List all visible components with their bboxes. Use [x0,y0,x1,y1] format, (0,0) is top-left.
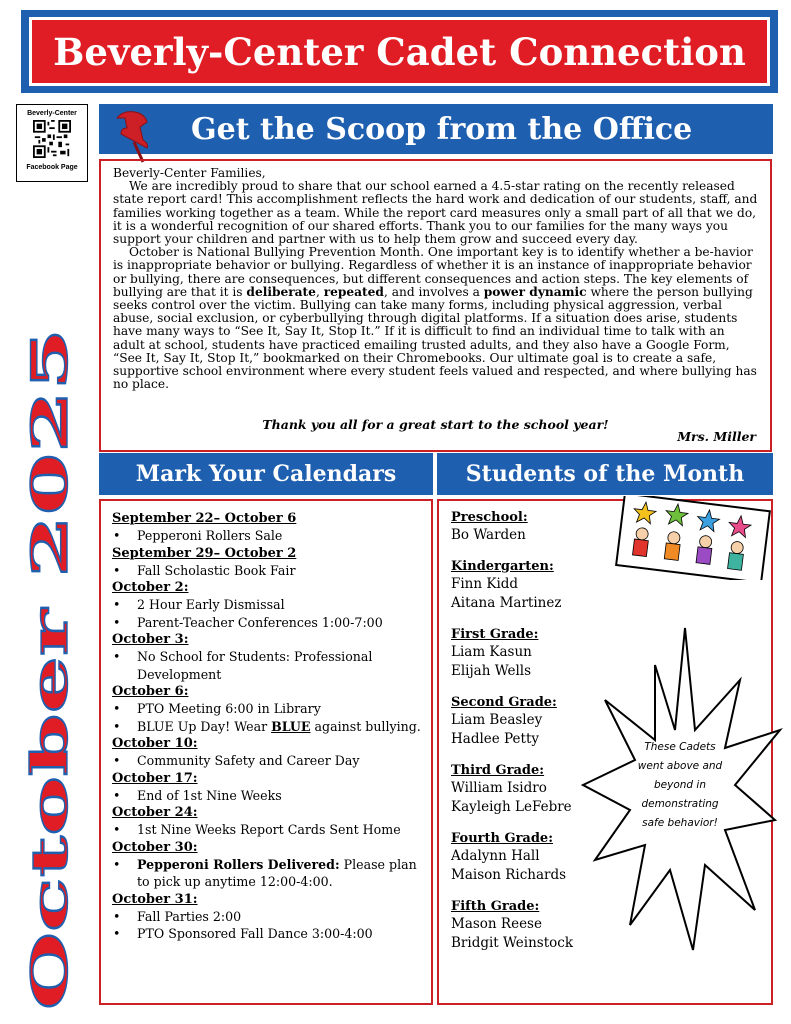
student-name: Elijah Wells [451,663,532,679]
grade-label: Preschool: [451,510,528,525]
grade-label: Fifth Grade: [451,898,540,914]
burst-line: beyond in [654,779,706,791]
calendar-item: • No School for Students: Professional Development [112,648,421,683]
deliberate-emphasis: deliberate [246,284,316,299]
calendar-item: • End of 1st Nine Weeks [112,787,421,805]
masthead [29,17,770,86]
newsletter-title: Beverly-Center Cadet Connection [53,29,746,74]
letter-thanks: Thank you all for a great start to the school year! [262,417,609,432]
qr-bottom-label: Facebook Page [26,164,78,171]
calendar-item: • Pepperoni Rollers Sale [112,527,421,545]
facebook-qr-box[interactable] [16,104,88,182]
calendar-box [99,499,433,1005]
grade-label: First Grade: [451,626,539,642]
kids-with-stars-image [612,496,772,580]
grade-label: Third Grade: [451,762,545,778]
students-header [437,453,773,495]
student-name: Maison Richards [451,867,567,883]
burst-line: safe behavior! [642,817,718,829]
calendar-date: October 3: [112,632,189,647]
student-name: William Isidro [451,779,547,796]
students-title: Students of the Month [465,461,745,487]
calendar-item: • PTO Sponsored Fall Dance 3:00-4:00 [112,925,421,943]
grade-label: Fourth Grade: [451,830,554,846]
grade-label: Second Grade: [451,694,557,710]
calendar-item: • Fall Parties 2:00 [112,908,421,926]
grade-label: Kindergarten: [451,558,554,574]
calendar-item: • PTO Meeting 6:00 in Library [112,700,421,718]
calendar-date: October 31: [112,891,198,907]
calendar-date: October 6: [112,684,189,699]
starburst-text [618,738,742,833]
blue-emphasis: BLUE [271,718,311,734]
student-name: Liam Beasley [451,711,543,728]
calendar-item: • Community Safety and Career Day [112,752,421,770]
student-name: Finn Kidd [451,575,519,592]
calendar-item: • Parent-Teacher Conferences 1:00-7:00 [112,614,421,632]
calendar-item-rollers [112,856,421,891]
qr-code-icon [33,120,71,158]
letter-paragraph-2 [113,246,758,391]
para2-comma: , [315,284,324,299]
letter-signature: Mrs. Miller [677,429,756,444]
office-letter [113,167,758,391]
qr-top-label: Beverly-Center [27,110,77,117]
month-text: October 2025 [20,629,79,1010]
calendar-date: October 17: [112,770,198,786]
calendar-date: October 24: [112,805,198,820]
blue-day-pre: BLUE Up Day! Wear [137,718,272,734]
student-name: Bo Warden [451,527,526,543]
student-name: Mason Reese [451,915,542,932]
office-title: Get the Scoop from the Office [191,111,693,147]
calendar-date: October 30: [112,839,198,855]
student-name: Adalynn Hall [451,847,540,864]
month-vertical-title [15,320,85,1010]
pushpin-icon [113,108,157,164]
calendar-date: September 22– October 6 [112,511,297,526]
burst-line: These Cadets [644,741,716,753]
calendar-title: Mark Your Calendars [135,461,397,487]
student-name: Aitana Martinez [451,595,562,611]
calendar-item: • Fall Scholastic Book Fair [112,562,421,580]
burst-line: demonstrating [641,798,719,810]
para2-text-c: where the person bullying seeks control over the victim. Bullying can take many forms, including physical aggression, verbal abuse, social exclusion, or cyberbullying through digital platforms. If a situation does arise, students have many ways to “See It, Say It, Stop It.” If it is difficult to find an individual time to talk with an adult at school, students have practiced emailing trusted adults, and they also have a Google Form, “See It, Say It, Stop It,” bookmarked on their Chromebooks. Our ultimate goal is to create a safe, supportive school environment where every student feels valued and respected, and where bullying has no place. [113,284,757,392]
calendar-item-blue-day [112,718,421,736]
calendar-date: October 10: [112,736,198,751]
repeated-emphasis: repeated [323,284,384,299]
student-name: Bridgit Weinstock [451,935,574,951]
student-name: Kayleigh LeFebre [451,799,572,815]
burst-line: went above and [637,760,723,772]
student-name: Liam Kasun [451,643,532,660]
power-dynamic-emphasis: power dynamic [483,284,587,299]
para2-text-a: October is National Bullying Prevention Month. One important key is to identify whether a be-havior is inappropriate behavior or bullying. Regardless of whether it is an instance of inappropriate behavior or bullying, there are consequences, but different consequences and action steps. The key elements of bullying are that it is [113,245,753,299]
office-letter-box [99,159,772,452]
letter-paragraph-1: We are incredibly proud to share that our school earned a 4.5-star rating on the recently released state report card! This accomplishment reflects the hard work and dedication of our students, staff, and families working together as a team. While the report card measures only a small part of all that we do, it is a wonderful recognition of our shared efforts. Thank you to our families for the many ways you support your children and partner with us to help them grow and succeed every day. [113,179,758,247]
letter-salutation: Beverly-Center Families, [113,166,266,180]
rollers-bold: Pepperoni Rollers Delivered: [137,856,340,872]
calendar-date: September 29– October 2 [112,545,297,561]
para2-text-b: , and involves a [383,284,484,299]
blue-day-post: against bullying. [310,718,421,734]
rollers-rest: Please plan to pick up anytime 12:00-4:00. [137,856,417,889]
calendar-date: October 2: [112,580,189,595]
calendar-header [99,453,437,495]
office-banner [99,104,773,154]
calendar-item: • 1st Nine Weeks Report Cards Sent Home [112,821,421,839]
calendar-item: • 2 Hour Early Dismissal [112,596,421,614]
student-name: Hadlee Petty [451,731,539,747]
